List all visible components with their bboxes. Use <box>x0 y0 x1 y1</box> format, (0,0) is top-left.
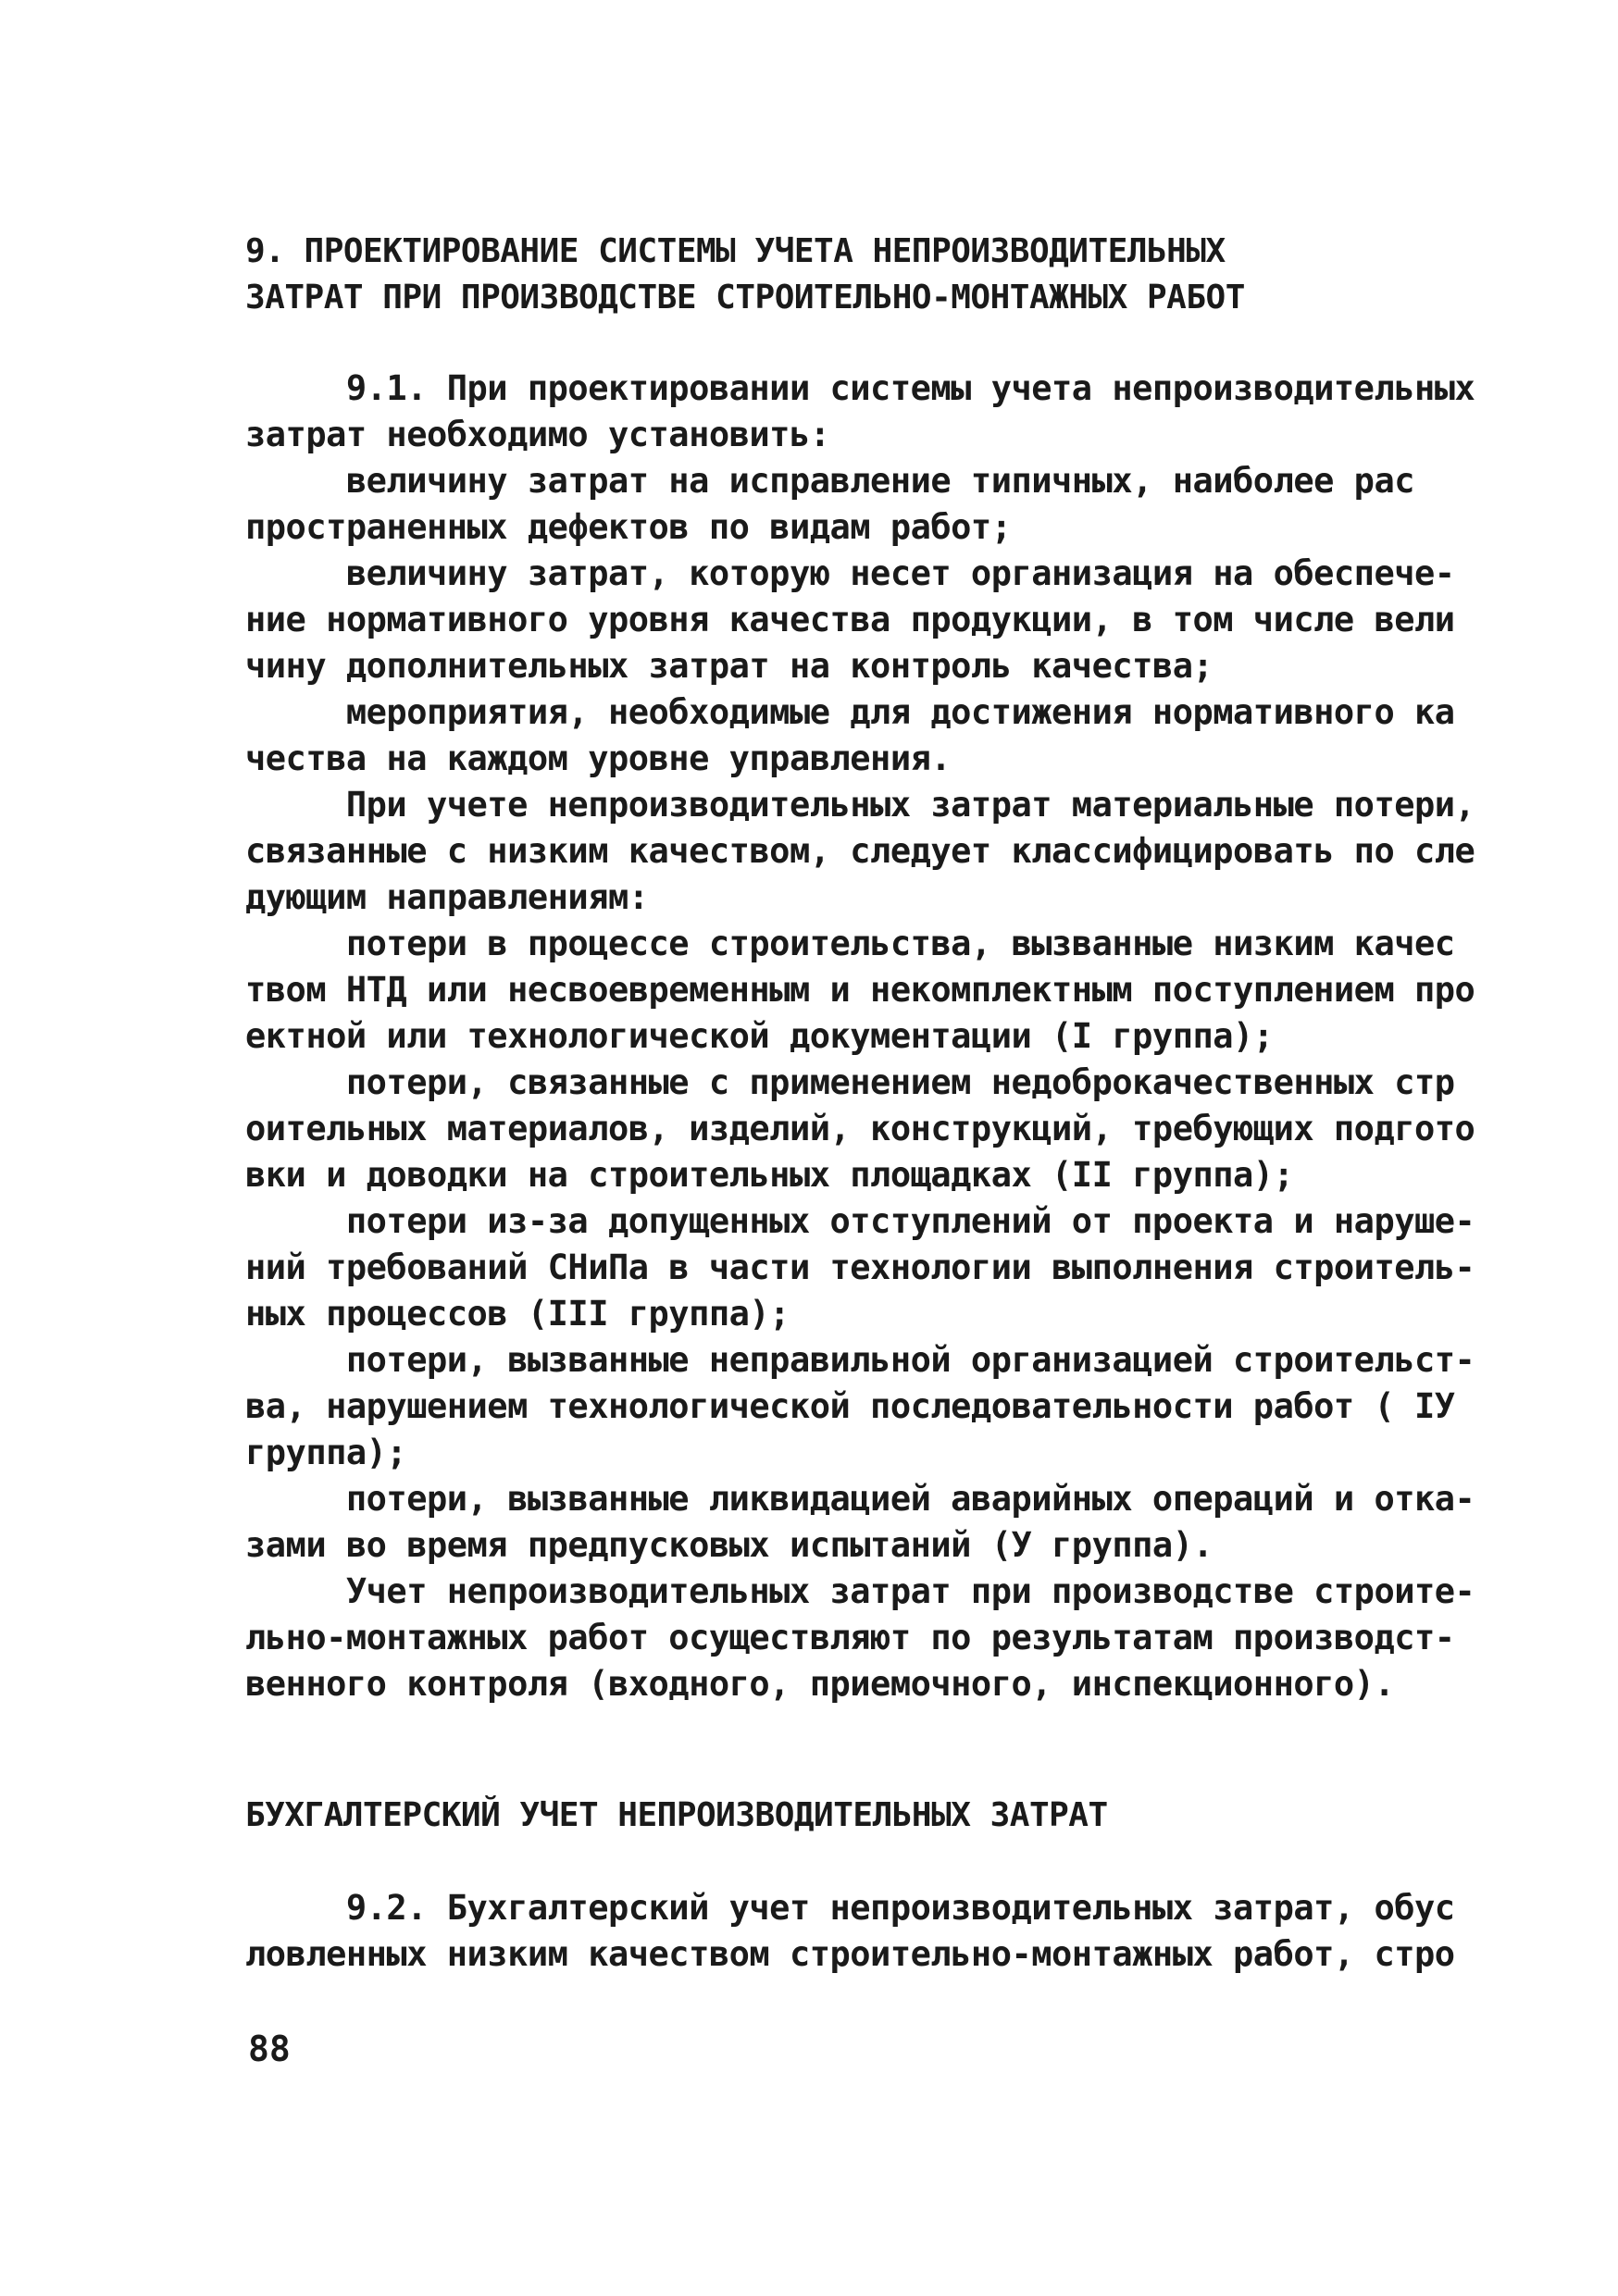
body-line: мероприятия, необходимые для достижения нормативного ка <box>245 692 1455 732</box>
body-line: зами во время предпусковых испытаний (У группа). <box>245 1525 1214 1565</box>
page-number: 88 <box>248 2029 291 2069</box>
body-line: оительных материалов, изделий, конструкций, требующих подгото <box>245 1109 1475 1148</box>
body-line: пространенных дефектов по видам работ; <box>245 507 1012 547</box>
section-title-line-2: ЗАТРАТ ПРИ ПРОИЗВОДСТВЕ СТРОИТЕЛЬНО-МОНТАЖНЫХ РАБОТ <box>245 279 1245 316</box>
body-line: ектной или технологической документации (I группа); <box>245 1016 1274 1056</box>
body-line: ние нормативного уровня качества продукции, в том числе вели <box>245 600 1455 639</box>
body-line: величину затрат, которую несет организация на обеспече- <box>245 553 1455 593</box>
body-line: потери, вызванные неправильной организацией строительст- <box>245 1340 1475 1380</box>
body-line: ний требований СНиПа в части технологии выполнения строитель- <box>245 1247 1475 1287</box>
body-line: Учет непроизводительных затрат при производстве строите- <box>245 1571 1475 1611</box>
subsection-line: 9.2. Бухгалтерский учет непроизводительных затрат, обус <box>245 1888 1455 1928</box>
body-line: 9.1. При проектировании системы учета непроизводительных <box>245 368 1475 408</box>
body-line: льно-монтажных работ осуществляют по результатам производст- <box>245 1618 1455 1657</box>
subsection-line: ловленных низким качеством строительно-монтажных работ, стро <box>245 1934 1455 1974</box>
body-line: венного контроля (входного, приемочного, инспекционного). <box>245 1664 1395 1704</box>
body-line: чину дополнительных затрат на контроль качества; <box>245 646 1214 686</box>
body-line: группа); <box>245 1433 407 1472</box>
body-line: ных процессов (III группа); <box>245 1294 790 1334</box>
section-title-line-1: 9. ПРОЕКТИРОВАНИЕ СИСТЕМЫ УЧЕТА НЕПРОИЗВОДИТЕЛЬНЫХ <box>245 232 1226 270</box>
body-line: потери в процессе строительства, вызванные низким качес <box>245 924 1455 963</box>
body-line: ва, нарушением технологической последовательности работ ( IУ <box>245 1386 1455 1426</box>
subsection-title: БУХГАЛТЕРСКИЙ УЧЕТ НЕПРОИЗВОДИТЕЛЬНЫХ ЗАТРАТ <box>245 1796 1108 1834</box>
body-line: вки и доводки на строительных площадках (II группа); <box>245 1155 1294 1195</box>
body-line: потери, связанные с применением недоброкачественных стр <box>245 1062 1455 1102</box>
body-line: При учете непроизводительных затрат материальные потери, <box>245 785 1475 825</box>
body-line: потери из-за допущенных отступлений от проекта и наруше- <box>245 1201 1475 1241</box>
body-line: связанные с низким качеством, следует классифицировать по сле <box>245 831 1475 871</box>
body-line: чества на каждом уровне управления. <box>245 738 952 778</box>
body-line: величину затрат на исправление типичных, наиболее рас <box>245 461 1415 501</box>
body-line: твом НТД или несвоевременным и некомплектным поступлением про <box>245 970 1475 1010</box>
body-line: затрат необходимо установить: <box>245 415 830 454</box>
body-line: потери, вызванные ликвидацией аварийных операций и отка- <box>245 1479 1475 1519</box>
body-line: дующим направлениям: <box>245 877 649 917</box>
